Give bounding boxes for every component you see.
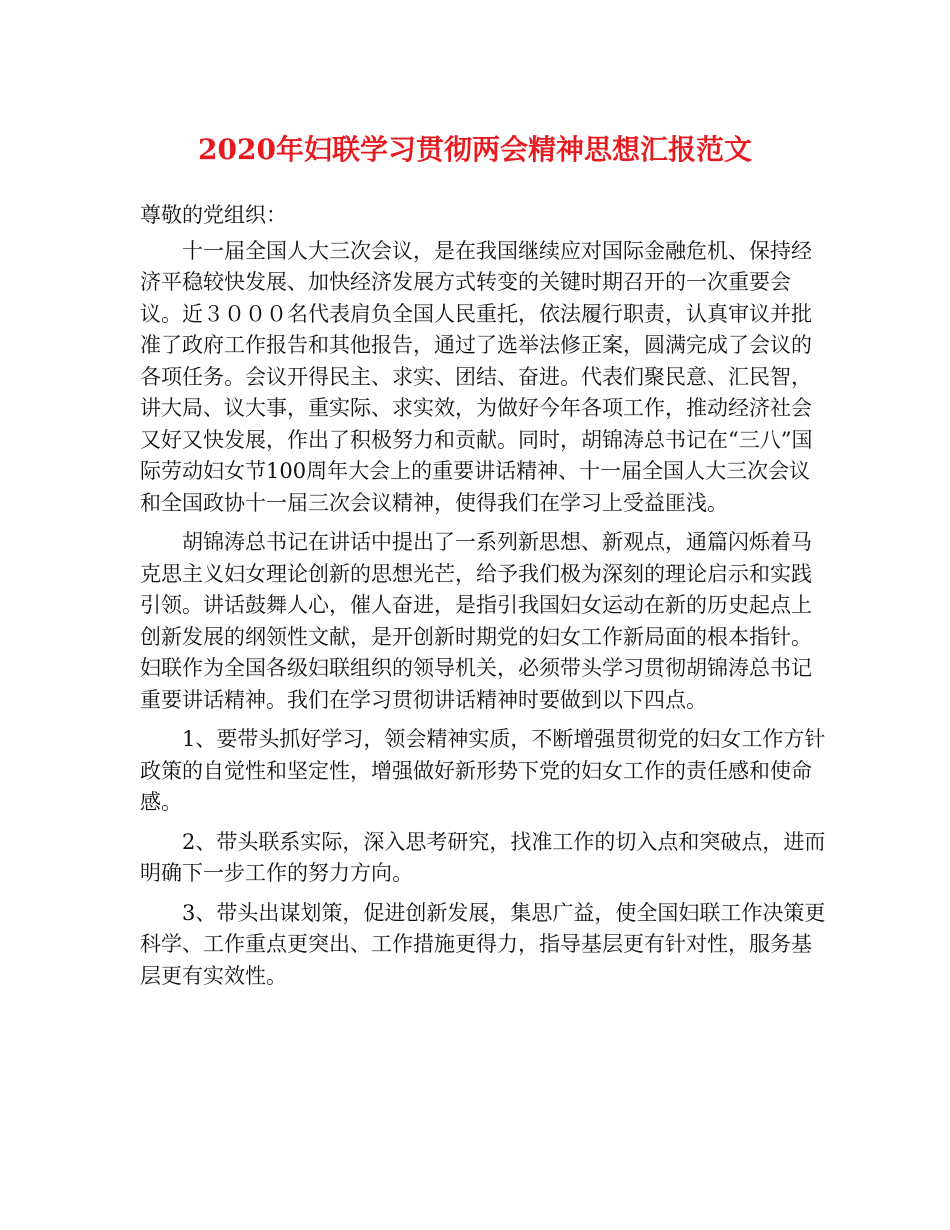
salutation: 尊敬的党组织： xyxy=(140,203,287,227)
paragraph-3: 1、要带头抓好学习，领会精神实质，不断增强贯彻党的妇女工作方针政策的自觉性和坚定性，增强做好新形势下党的妇女工作的责任感和使命感。 xyxy=(140,727,826,814)
document-title: 2020年妇联学习贯彻两会精神思想汇报范文 xyxy=(198,133,752,166)
paragraph-4: 2、带头联系实际，深入思考研究，找准工作的切入点和突破点，进而明确下一步工作的努力方向。 xyxy=(140,829,826,885)
document-body xyxy=(140,200,830,992)
paragraph-2: 胡锦涛总书记在讲话中提出了一系列新思想、新观点，通篇闪烁着马克思主义妇女理论创新的思想光芒，给予我们极为深刻的理论启示和实践引领。讲话鼓舞人心，催人奋进，是指引我国妇女运动在新的历史起点上创新发展的纲领性文献，是开创新时期党的妇女工作新局面的根本指针。妇联作为全国各级妇联组织的领导机关，必须带头学习贯彻胡锦涛总书记重要讲话精神。我们在学习贯彻讲话精神时要做到以下四点。 xyxy=(140,530,812,712)
paragraph-5: 3、带头出谋划策，促进创新发展，集思广益，使全国妇联工作决策更科学、工作重点更突出、工作措施更得力，指导基层更有针对性，服务基层更有实效性。 xyxy=(140,900,826,988)
paragraph-1: 十一届全国人大三次会议，是在我国继续应对国际金融危机、保持经济平稳较快发展、加快经济发展方式转变的关键时期召开的一次重要会议。近３０００名代表肩负全国人民重托，依法履行职责，认真审议并批准了政府工作报告和其他报告，通过了选举法修正案，圆满完成了会议的各项任务。会议开得民主、求实、团结、奋进。代表们聚民意、汇民智，讲大局、议大事，重实际、求实效，为做好今年各项工作，推动经济社会又好又快发展，作出了积极努力和贡献。同时，胡锦涛总书记在“三八”国际劳动妇女节100周年大会上的重要讲话精神、十一届全国人大三次会议和全国政协十一届三次会议精神，使得我们在学习上受益匪浅。 xyxy=(140,238,813,515)
